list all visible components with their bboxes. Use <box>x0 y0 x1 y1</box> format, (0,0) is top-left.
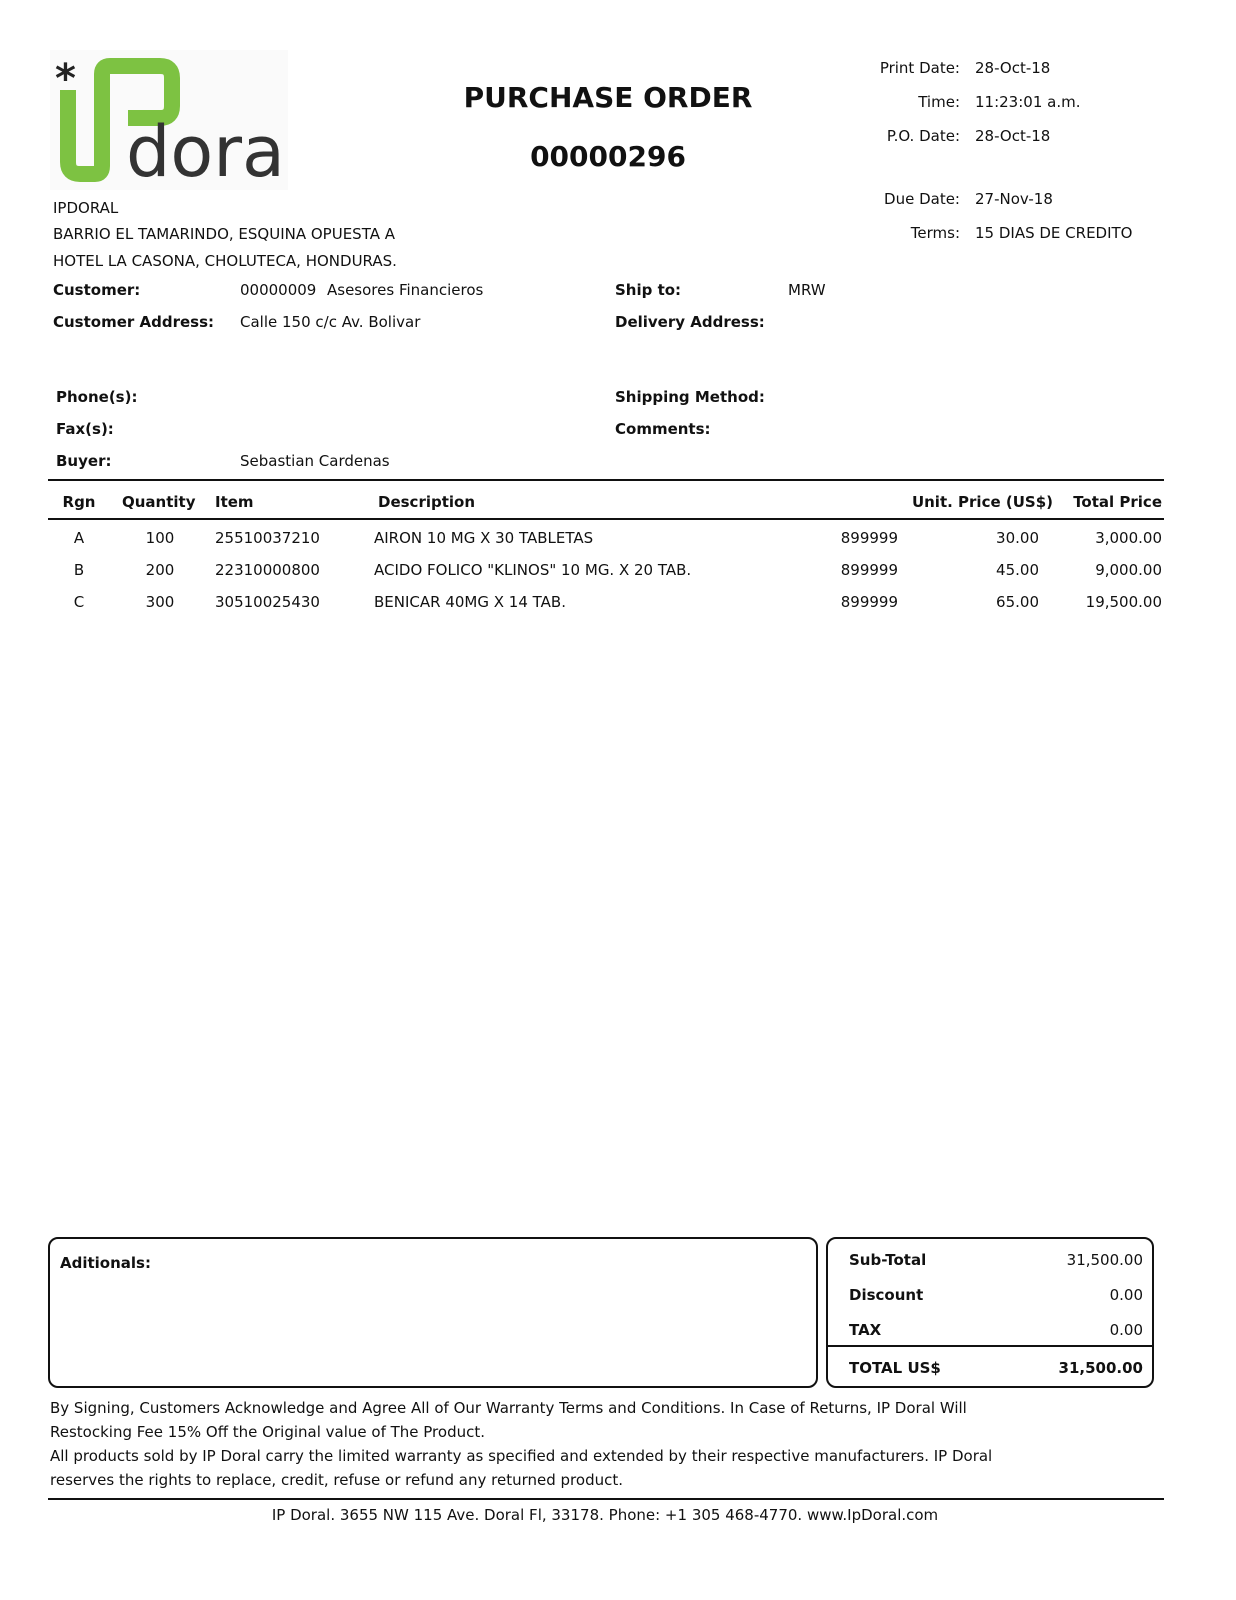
customer-code: 00000009 <box>240 281 317 299</box>
col-header-description: Description <box>378 493 476 511</box>
due-date: 27-Nov-18 <box>975 190 1053 208</box>
cell-quantity: 300 <box>145 593 175 611</box>
cell-description: ACIDO FOLICO "KLINOS" 10 MG. X 20 TAB. <box>374 561 692 579</box>
cell-quantity: 100 <box>145 529 175 547</box>
po-date: 28-Oct-18 <box>975 127 1051 145</box>
additionals-label: Aditionals: <box>60 1254 151 1272</box>
discount-value: 0.00 <box>1109 1286 1143 1304</box>
customer-name: Asesores Financieros <box>327 281 484 299</box>
cell-rgn: A <box>73 529 85 547</box>
company-logo <box>50 50 288 190</box>
terms: 15 DIAS DE CREDITO <box>975 224 1133 242</box>
company-name: IPDORAL <box>53 199 119 217</box>
col-header-total-price: Total Price <box>1073 493 1162 511</box>
table-top-divider <box>48 479 1164 481</box>
po-number: 00000296 <box>530 140 686 173</box>
col-header-unit-price: Unit. Price (US$) <box>911 493 1053 511</box>
tax-value: 0.00 <box>1109 1321 1143 1339</box>
cell-total: 9,000.00 <box>1095 561 1162 579</box>
cell-item: 22310000800 <box>215 561 320 579</box>
comments-label: Comments: <box>615 420 711 438</box>
company-address-line2: HOTEL LA CASONA, CHOLUTECA, HONDURAS. <box>53 252 397 270</box>
time-label: Time: <box>918 93 960 111</box>
buyer-label: Buyer: <box>56 452 112 470</box>
cell-code: 899999 <box>840 593 898 611</box>
ship-to: MRW <box>788 281 826 299</box>
cell-total: 3,000.00 <box>1095 529 1162 547</box>
time: 11:23:01 a.m. <box>975 93 1081 111</box>
discount-label: Discount <box>849 1286 924 1304</box>
cell-code: 899999 <box>840 529 898 547</box>
customer-label: Customer: <box>53 281 141 299</box>
cell-item: 25510037210 <box>215 529 320 547</box>
cell-unit-price: 65.00 <box>996 593 1039 611</box>
svg-text:*: * <box>55 56 76 102</box>
shipping-method-label: Shipping Method: <box>615 388 765 406</box>
terms-label: Terms: <box>910 224 960 242</box>
tax-label: TAX <box>849 1321 882 1339</box>
ship-to-label: Ship to: <box>615 281 682 299</box>
subtotal-label: Sub-Total <box>849 1251 927 1269</box>
cell-item: 30510025430 <box>215 593 320 611</box>
fax-label: Fax(s): <box>56 420 114 438</box>
customer-address-label: Customer Address: <box>53 313 215 331</box>
po-date-label: P.O. Date: <box>886 127 960 145</box>
buyer: Sebastian Cardenas <box>240 452 390 470</box>
terms-text-line1: By Signing, Customers Acknowledge and Agree All of Our Warranty Terms and Conditions. In Case of Returns, IP Doral Will <box>50 1399 967 1417</box>
customer-address: Calle 150 c/c Av. Bolivar <box>240 313 421 331</box>
col-header-quantity: Quantity <box>122 493 196 511</box>
cell-rgn: B <box>73 561 85 579</box>
terms-text-line4: reserves the rights to replace, credit, refuse or refund any returned product. <box>50 1471 623 1489</box>
delivery-address-label: Delivery Address: <box>615 313 765 331</box>
document-title: PURCHASE ORDER <box>463 81 753 114</box>
terms-text-line3: All products sold by IP Doral carry the limited warranty as specified and extended by their respective manufacturers. IP Doral <box>50 1447 993 1465</box>
due-date-label: Due Date: <box>884 190 960 208</box>
cell-unit-price: 30.00 <box>996 529 1039 547</box>
cell-code: 899999 <box>840 561 898 579</box>
company-address-line1: BARRIO EL TAMARINDO, ESQUINA OPUESTA A <box>53 225 395 243</box>
cell-total: 19,500.00 <box>1085 593 1162 611</box>
cell-description: BENICAR 40MG X 14 TAB. <box>374 593 566 611</box>
col-header-rgn: Rgn <box>62 493 96 511</box>
terms-text-line2: Restocking Fee 15% Off the Original value of The Product. <box>50 1423 485 1441</box>
phone-label: Phone(s): <box>56 388 138 406</box>
table-header-divider <box>48 518 1164 520</box>
total-label: TOTAL US$ <box>849 1359 941 1377</box>
footer-divider <box>48 1498 1164 1500</box>
additionals-box <box>48 1237 818 1388</box>
total-value: 31,500.00 <box>1058 1359 1143 1377</box>
cell-description: AIRON 10 MG X 30 TABLETAS <box>374 529 594 547</box>
totals-divider <box>828 1345 1152 1347</box>
print-date-label: Print Date: <box>879 59 960 77</box>
print-date: 28-Oct-18 <box>975 59 1051 77</box>
svg-text:doral: doral <box>126 111 288 190</box>
totals-box <box>826 1237 1154 1388</box>
col-header-item: Item <box>215 493 254 511</box>
cell-rgn: C <box>73 593 85 611</box>
cell-unit-price: 45.00 <box>996 561 1039 579</box>
cell-quantity: 200 <box>145 561 175 579</box>
footer-contact: IP Doral. 3655 NW 115 Ave. Doral Fl, 33178. Phone: +1 305 468-4770. www.IpDoral.com <box>271 1506 939 1524</box>
subtotal-value: 31,500.00 <box>1066 1251 1143 1269</box>
